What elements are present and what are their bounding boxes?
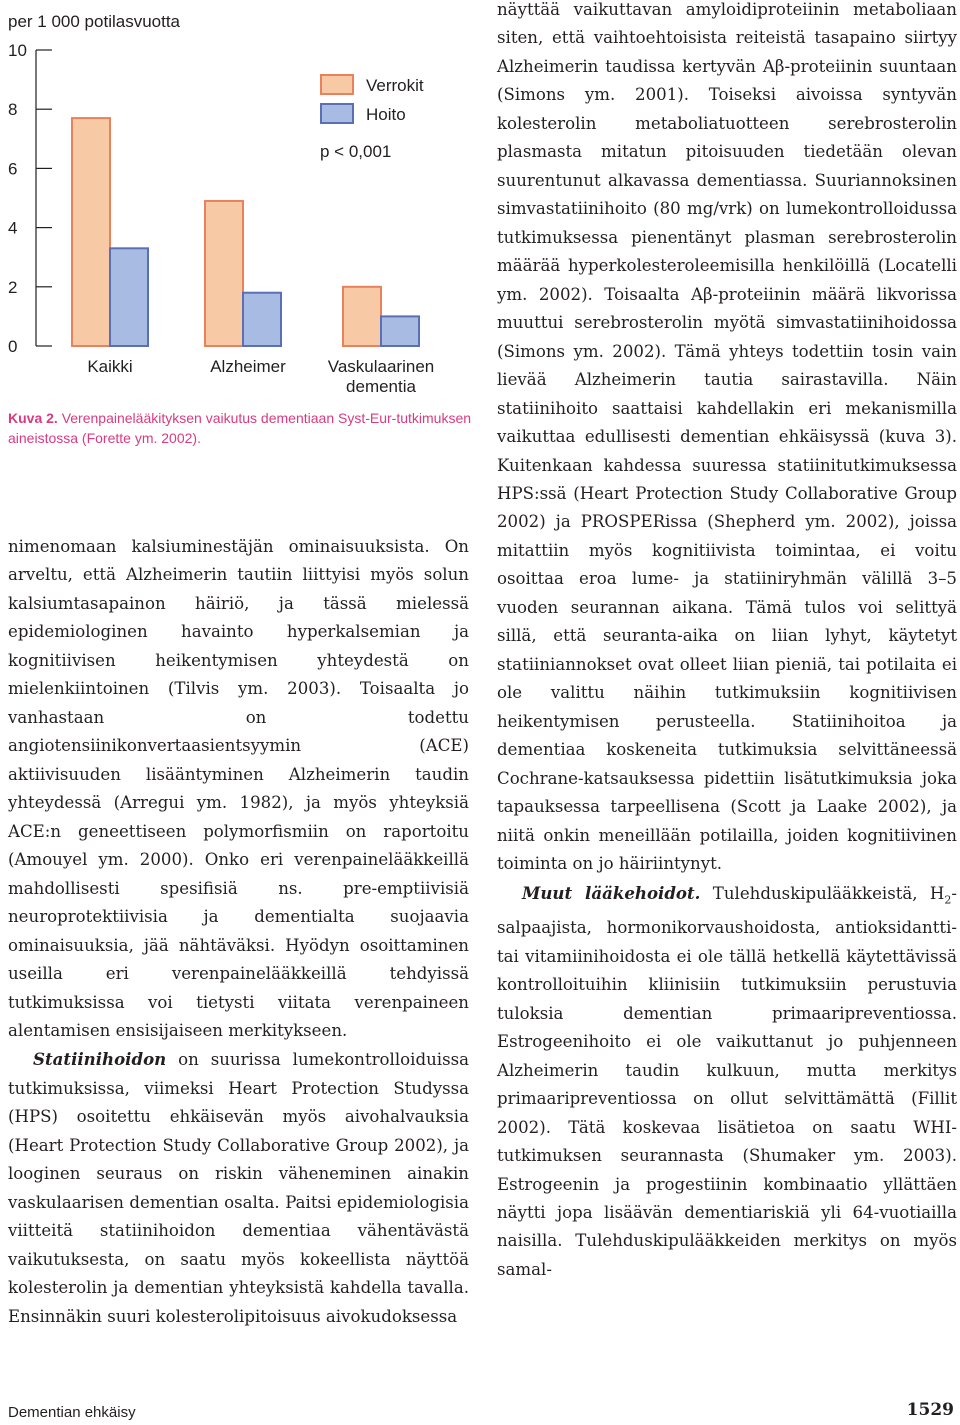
left-paragraph-2-text: on suurissa lumekontrolloiduissa tutkimuksissa, viimeksi Heart Protection Studyssa (HPS) osoitettu ehkäisevän myös aivohalvauksia (Heart Protection Study Collaborative Group 2002), ja looginen seuraus on riskin väheneminen ainakin vaskulaarisen dementian osalta. Paitsi epidemiologisia viitteitä statiinihoidon dementiaa vähentävästä vaikutuksesta, on saatu myös kokeellista näyttöä kolesterolin ja dementian yhteyksistä kahdella tavalla. Ensinnäkin suuri kolesterolipitoisuus aivokudoksessa (8, 1050, 469, 1326)
x-tick-labels (87, 357, 434, 396)
bar-verrokit (72, 118, 110, 346)
muut-laakehoidot-lead: Muut lääkehoidot. (522, 882, 701, 903)
right-paragraph-2-text-a: Tulehduskipulääkkeistä, H (700, 883, 945, 903)
bar-verrokit (205, 201, 243, 346)
y-axis (8, 41, 52, 356)
bar-chart (0, 0, 480, 400)
left-text-column (8, 533, 469, 1331)
y-tick-label: 6 (8, 159, 18, 179)
page-number: 1529 (906, 1400, 954, 1420)
y-tick-label: 0 (8, 337, 18, 356)
right-paragraph-1: näyttää vaikuttavan amyloidiproteiinin metaboliaan siten, että vaihtoehtoisista reiteistä tasapaino siirtyy Alzheimerin taudissa kertyvän Aβ-proteiinin suuntaan (Simons ym. 2001). Toiseksi aivoissa syntyvän kolesterolin metaboliatuotteen serebrosterolin plasmasta mitatun pitoisuuden tiedetään olevan suurentunut alkavassa dementiassa. Suuriannoksinen simvastatiinihoito (80 mg/vrk) on lumekontrolloidussa tutkimuksessa pienentänyt plasman serebrosterolin määrää hyperkolesteroleemisilla henkilöillä (Locatelli ym. 2002). Toisaalta Aβ-proteiinin määrä likvorissa muuttui serebrosterolin myötä simvastatiinihoidossa (Simons ym. 2002). Tämä yhteys todettiin tosin vain lievää Alzheimerin tautia sairastavilla. Näin statiinihoito saattaisi kahdellakin eri mekanismilla vaikuttaa edullisesti dementian ehkäisyssä (kuva 3). Kuitenkaan kahdessa suuressa statiinitutkimuksessa HPS:ssä (Heart Protection Study Collaborative Group 2002) ja PROSPERissa (Shepherd ym. 2002), joissa mitattiin myös kognitiivista toimintaa, ei voitu osoittaa eroa lume- ja statiiniryhmän välillä 3–5 vuoden seurannan aikana. Tämä tulos voi selittyä sillä, että seuranta-aika on liian lyhyt, käytetyt statiiniannokset ovat olleet liian pieniä, tai potilaita ei ole valittu näihin tutkimuksiin kognitiivisen heikentymisen perusteella. Statiinihoitoa ja dementiaa koskeneita tutkimuksia selvittäneessä Cochrane-katsauksessa pidettiin lisätutkimuksia joka tapauksessa tarpeellisena (Scott ja Laake 2002), ja niitä onkin meneillään potilailla, joiden kognitiivinen toiminta on jo häiriintynyt. (497, 0, 957, 874)
y-tick-label: 8 (8, 100, 18, 120)
legend-label: Hoito (366, 105, 406, 124)
right-paragraph-2-text-b: -salpaajista, hormonikorvaushoidosta, antioksidantti- tai vitamiinihoidosta ei ole tällä hetkellä käytettävissä kontrolloituihin kliinisiin tutkimuksiin perustuvia tuloksia dementian primaaripreventiossa. Estrogeenihoito ei ole vaikuttanut jo puhjenneen Alzheimerin taudin kulkuun, mutta merkitys primaaripreventiossa on ollut selvittämättä (Fillit 2002). Tätä koskevaa lisätietoa on saatu WHI-tutkimuksen seurannasta (Shumaker ym. 2003). Estrogeenin ja progestiinin kombinaatio yllättäen näytti jopa lisäävän dementiariskiä yli 64-vuotiailla naisilla. Tulehduskipulääkkeiden merkitys on myös samal- (497, 883, 957, 1279)
legend (321, 75, 424, 124)
caption-label: Kuva 2. (8, 410, 58, 426)
bar-verrokit (343, 287, 381, 346)
legend-label: Verrokit (366, 76, 424, 95)
right-paragraph-2 (497, 879, 957, 1285)
y-axis-label: per 1 000 potilasvuotta (8, 12, 181, 31)
bar-hoito (243, 293, 281, 346)
caption-text: Verenpainelääkityksen vaikutus dementiaan Syst-Eur-tutkimuksen aineistossa (Forette ym. 2002). (8, 410, 472, 446)
x-tick-label: Vaskulaarinen (327, 357, 435, 376)
x-tick-label: dementia (346, 377, 416, 396)
bar-hoito (381, 316, 419, 346)
y-tick-label: 4 (8, 218, 18, 238)
running-title: Dementian ehkäisy (8, 1404, 136, 1421)
figure-caption (8, 408, 478, 448)
y-tick-label: 2 (8, 277, 18, 297)
legend-swatch (321, 75, 353, 94)
left-paragraph-1: nimenomaan kalsiuminestäjän ominaisuuksista. On arveltu, että Alzheimerin tautiin liittyisi myös solun kalsiumtasapainon häiriö, ja tässä mielessä epidemiologinen havainto hyperkalsemian ja kognitiivisen heikentymisen yhteydestä on mielenkiintoinen (Tilvis ym. 2003). Toisaalta jo vanhastaan on todettu angiotensiinikonvertaasientsyymin (ACE) aktiivisuuden lisääntyminen Alzheimerin taudin yhteydessä (Arregui ym. 1982), ja myös yhteyksiä ACE:n geneettiseen polymorfismiin on raportoitu (Amouyel ym. 2000). Onko eri verenpainelääkkeillä mahdollisesti spesifisiä ns. pre-emptiivisiä neuroprotektiivisia ja dementialta suojaavia ominaisuuksia, jää nähtäväksi. Hyödyn osoittaminen useilla eri verenpainelääkkeillä tehdyissä tutkimuksissa voi tietysti viitata verenpaineen alentamisen ensisijaiseen merkitykseen. (8, 537, 469, 1040)
statiinihoidon-lead: Statiinihoidon (33, 1049, 167, 1070)
p-value-annotation: p < 0,001 (320, 142, 392, 161)
x-tick-label: Alzheimer (210, 357, 286, 376)
x-tick-label: Kaikki (87, 357, 133, 376)
left-paragraph-2 (8, 1045, 469, 1331)
y-tick-label: 10 (8, 41, 27, 60)
legend-swatch (321, 104, 353, 123)
bar-hoito (110, 248, 148, 346)
subscript-2: 2 (944, 892, 952, 906)
right-text-column (497, 0, 957, 1284)
